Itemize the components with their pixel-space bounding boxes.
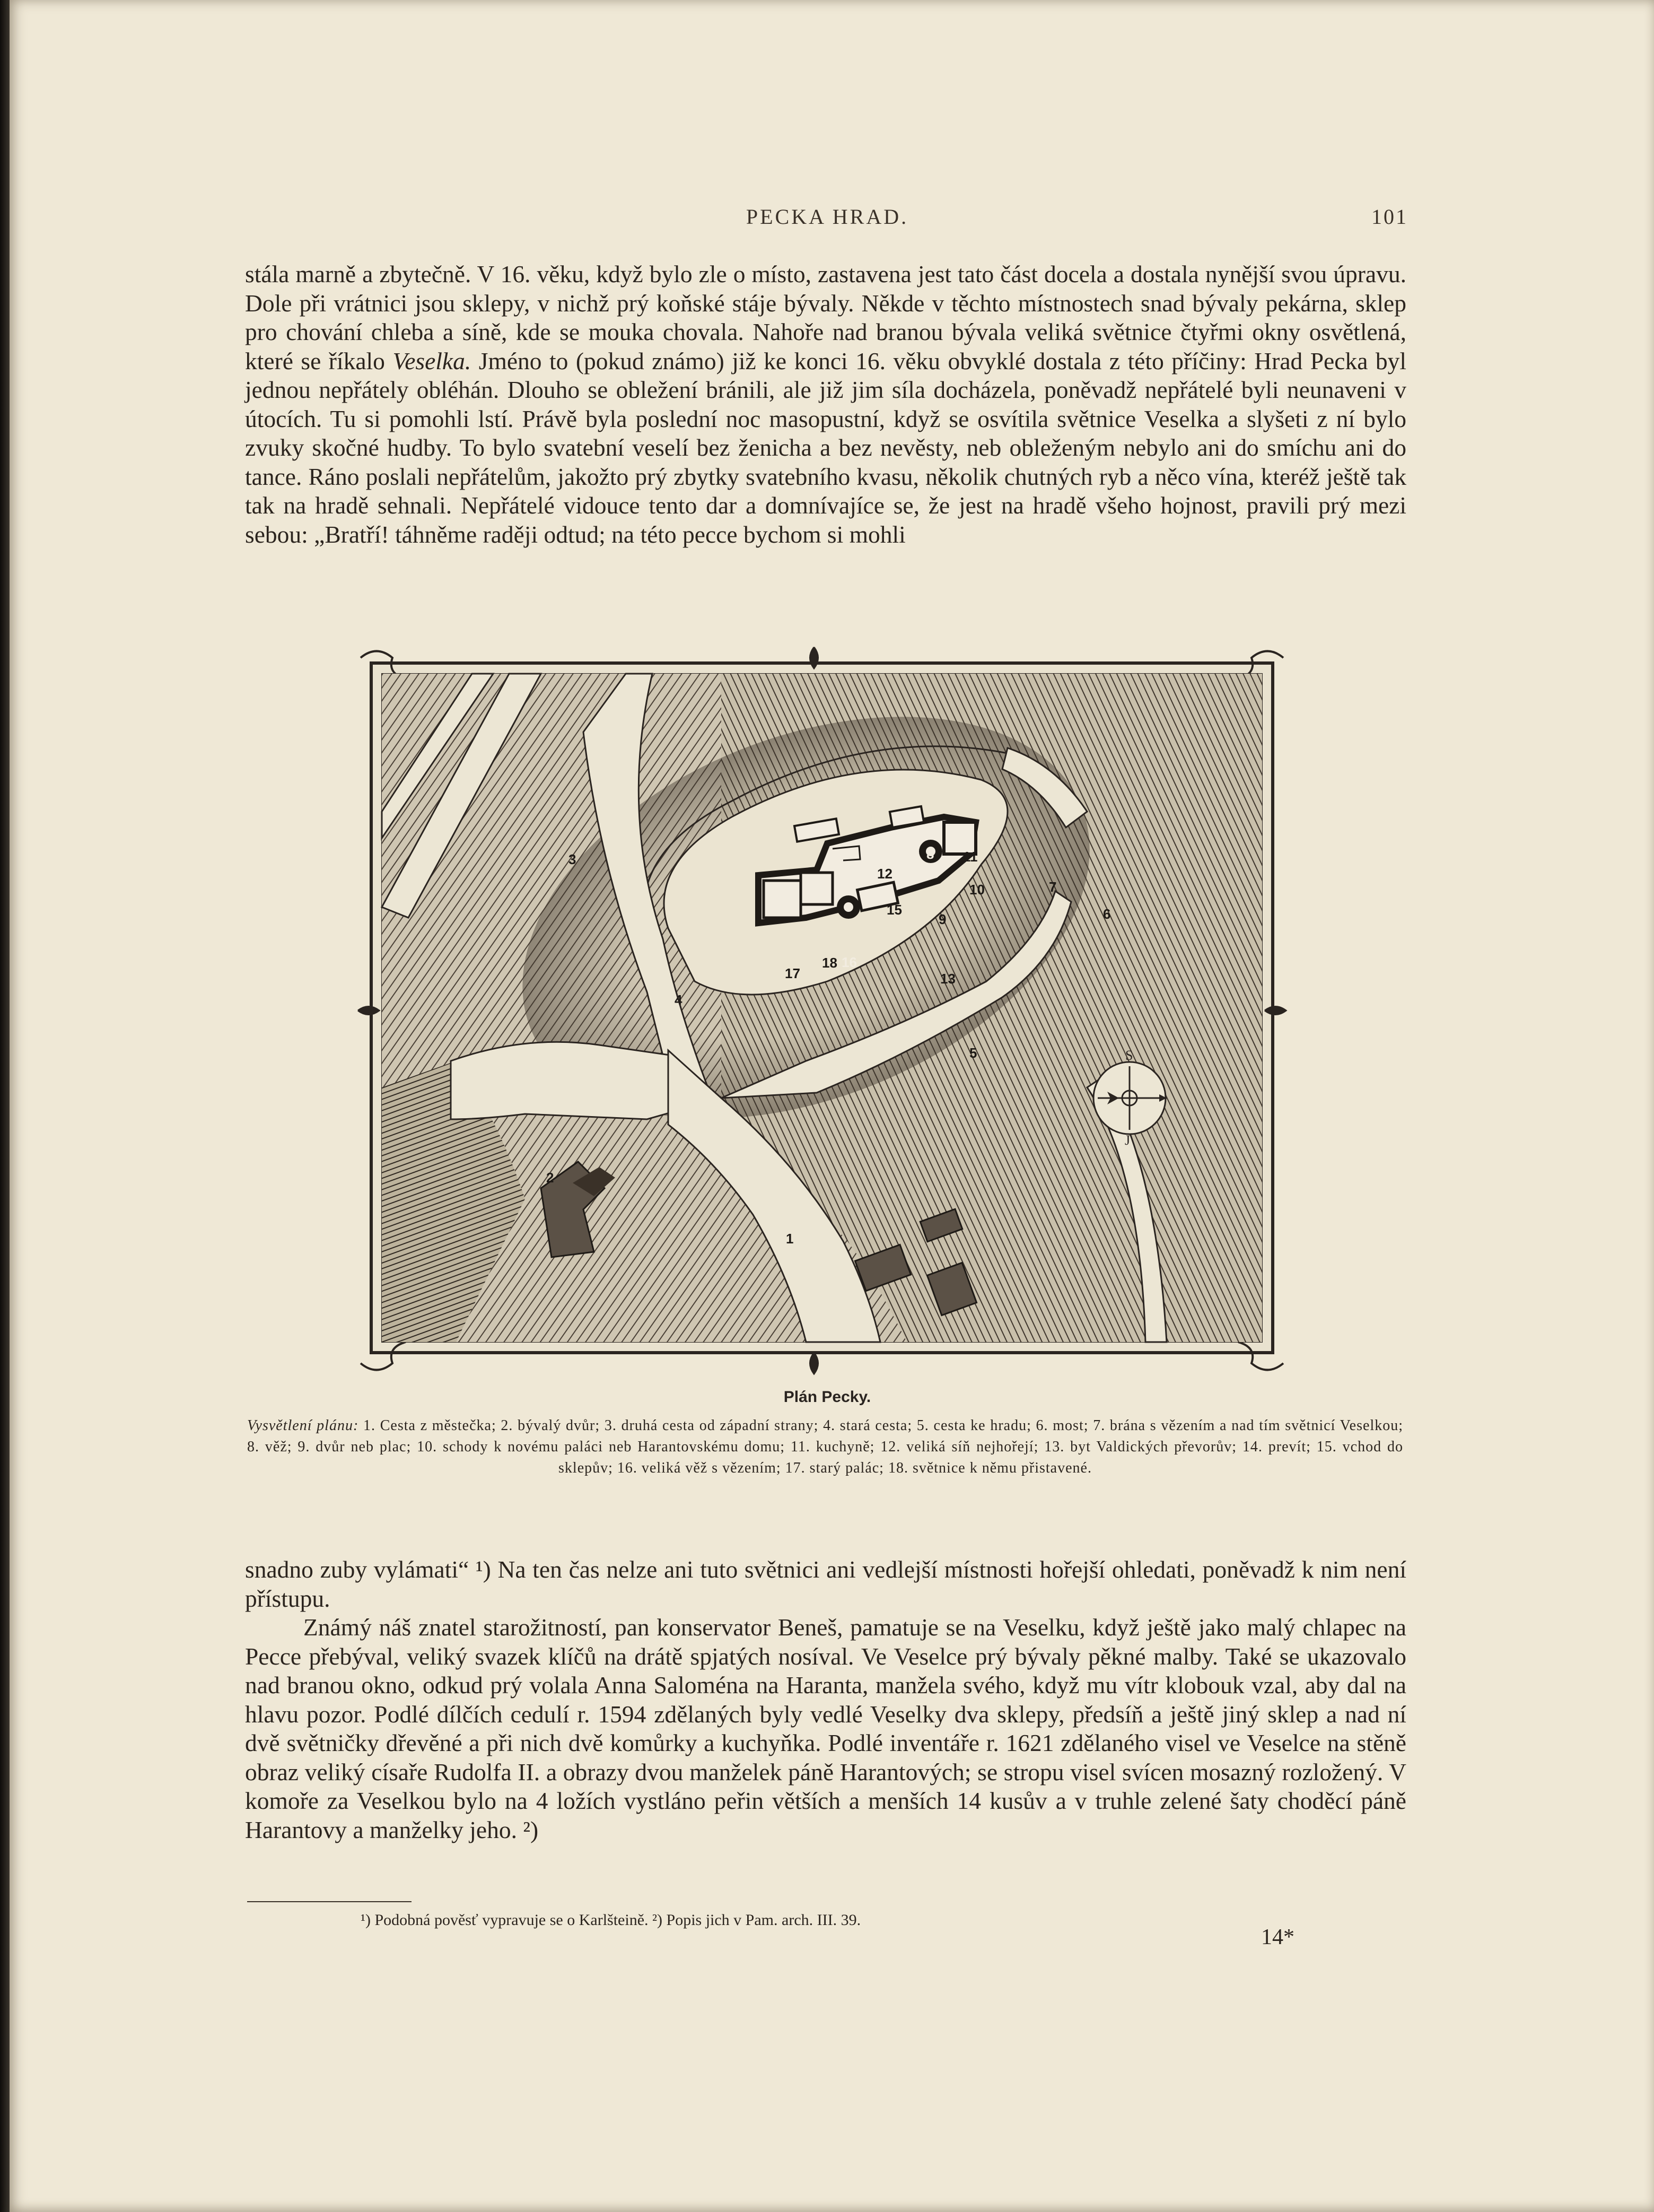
castle-plan-map [350,642,1294,1379]
paragraph-2: snadno zuby vylámati“ ¹) Na ten čas nelze ani tuto světnici ani vedlejší místnosti hořejší ohledati, poněvadž k nim není přístupu. [245,1556,1406,1612]
legend-lead: Vysvětlení plánu: [247,1417,359,1434]
footnotes: ¹) Podobná pověsť vypravuje se o Karlšteině. ²) Popis jich v Pam. arch. III. 39. [361,1911,861,1929]
compass-south-letter: J [1125,1133,1131,1148]
map-label-4: 4 [675,992,682,1008]
map-label-3: 3 [568,851,576,867]
figure-legend [247,1415,1403,1479]
body-paragraphs-2 [245,1555,1406,1844]
book-binding-edge [0,0,10,2212]
page-number: 101 [1371,205,1408,229]
veselka-italic: Veselka. [392,347,471,375]
figure-title: Plán Pecky. [783,1388,871,1406]
map-label-5: 5 [969,1045,977,1061]
room-17-old-palace [764,881,801,918]
castle-plan-figure [350,642,1294,1379]
compass-north-letter: S [1125,1048,1133,1063]
footnote-rule [247,1901,412,1902]
paragraph-3: Známý náš znatel starožitností, pan konservator Beneš, pamatuje se na Veselku, když ještě jako malý chlapec na Pecce přebýval, veliký svazek klíčů na drátě spjatých nosíval. Ve Veselce prý bývaly pěkné malby. Také se ukazovalo nad branou okno, odkud prý volala Anna Saloména na Haranta, manžela svého, když mu vítr klobouk vzal, aby dal na hlavu pozor. Podlé dílčích cedulí r. 1594 zdělaných byly vedlé Veselky dva sklepy, předsíň a ještě jiný sklep a nad ní dvě světničky dřevěné a při nich dvě komůrky a kuchyňka. Podlé inventáře r. 1621 zdělaného visel ve Veselce na stěně obraz veliký císaře Rudolfa II. a obrazy dvou manželek páně Harantových; se stropu visel svícen mosazný rozložený. V komoře za Veselkou bylo na 4 ložích vystláno peřin větších a menších 14 kusův a v truhle zelené šaty choděcí páně Harantovy a manželky jeho. ²) [245,1614,1406,1843]
map-label-11: 11 [963,849,978,865]
map-label-15: 15 [887,902,902,918]
tower-16-inner [844,902,853,912]
map-label-1: 1 [786,1231,794,1247]
legend-text: 1. Cesta z městečka; 2. bývalý dvůr; 3. druhá cesta od západní strany; 4. stará cesta; 5. cesta ke hradu; 6. most; 7. brána s vězením a nad tím světnicí Veselkou; 8. věž; 9. dvůr neb plac; 10. schody k novému paláci neb Harantovskému domu; 11. kuchyně; 12. veliká síň nejhořejí; 13. byt Valdických převorův; 14. prevít; 15. vchod do sklepův; 16. veliká věž s vězením; 17. starý palác; 18. světnice k němu přistavené. [247,1417,1403,1476]
map-label-16: 16 [842,954,857,970]
signature-mark: 14* [1261,1925,1294,1949]
body-paragraph-1 [245,260,1406,549]
running-header: PECKA HRAD. [746,205,909,229]
map-label-10: 10 [969,882,985,898]
room-18-chamber [801,873,833,904]
map-label-6: 6 [1103,906,1111,922]
paragraph-1-text: stála marně a zbytečně. V 16. věku, když bylo zle o místo, zastavena jest tato část docela a dostala nynější svou úpravu. Dole při vrátnici jsou sklepy, v nichž prý koňské stáje bývaly. Někde v těchto místnostech snad bývaly pekárna, sklep pro chování chleba a síně, kde se mouka chovala. Nahoře nad branou bývala veliká světnice čtyřmi okny osvětlená, které se říkalo [245,260,1406,375]
map-label-9: 9 [939,911,947,927]
map-label-7: 7 [1049,879,1057,895]
map-label-2: 2 [546,1170,554,1186]
map-label-18: 18 [822,955,837,971]
map-label-13: 13 [940,971,956,987]
map-label-17: 17 [785,965,800,981]
map-label-8: 8 [926,846,934,862]
paragraph-1-continuation: Jméno to (pokud známo) již ke konci 16. věku obvyklé dostala z této příčiny: Hrad Pecka byl jednou nepřátely obléhán. Dlouho se obležení bránili, ale již jim síla docházela, poněvadž nepřátelé byli neunaveni v útocích. Tu si pomohli lstí. Právě byla poslední noc masopustní, když se osvítila světnice Veselka a slyšeti z ní bylo zvuky skočné hudby. To bylo svatební veselí bez ženicha a bez nevěsty, neb obleženým nebylo ani do smíchu ani do tance. Ráno poslali nepřátelům, jakožto prý zbytky svatebního kvasu, několik chutných ryb a něco vína, kteréž ještě tak tak na hradě sehnali. Nepřátelé vidouce tento dar a domnívajíce se, že jest na hradě všeho hojnost, pravili prý mezi sebou: „Bratří! táhněme raději odtud; na této pecce bychom si mohli [245,347,1407,548]
map-label-12: 12 [877,866,892,882]
